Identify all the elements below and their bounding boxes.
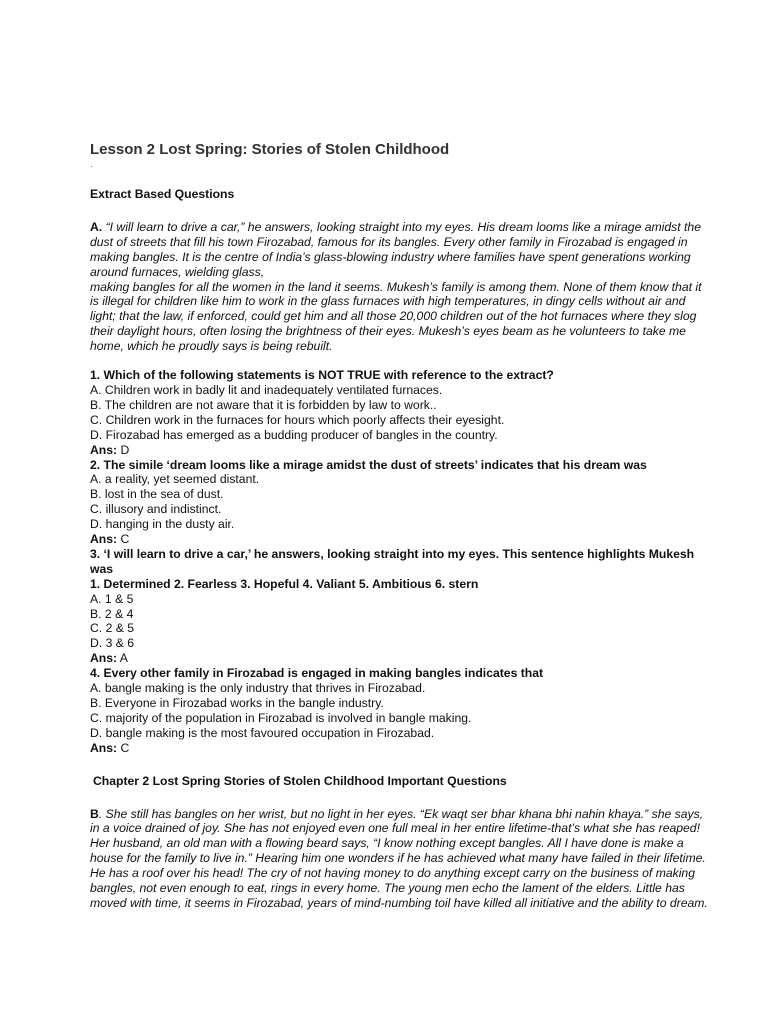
option: C. majority of the population in Firozabad is involved in bangle making. [90, 710, 472, 725]
answer [90, 651, 708, 666]
option: D. Firozabad has emerged as a budding producer of bangles in the country. [90, 427, 498, 442]
option: D. hanging in the dusty air. [90, 517, 235, 532]
passage-a-line [90, 220, 708, 280]
answer-label: Ans: [90, 740, 118, 755]
passage-a-label: A. [90, 219, 103, 234]
answer-value: A [117, 651, 128, 666]
question-4 [90, 666, 708, 755]
passage-a-text-1: “I will learn to drive a car,” he answers, looking straight into my eyes. His dream looms like a mirage amidst the dust of streets that fill his town Firozabad, famous for its bangles. Every other family in Firozabad is engaged in making bangles. It is the centre of India’s glass-blowing industry where families have spent generations working around furnaces, wielding glass, [90, 219, 701, 279]
question-text: 3. ‘I will learn to drive a car,’ he answers, looking straight into my eyes. This sentence highlights Mukesh was [90, 546, 695, 576]
answer-label: Ans: [90, 442, 118, 457]
answer-value: C [117, 532, 130, 547]
option: C. Children work in the furnaces for hours which poorly affects their eyesight. [90, 412, 505, 427]
answer [90, 532, 708, 547]
title-dot: . [90, 159, 93, 169]
passage-b [90, 807, 708, 911]
question-1 [90, 368, 708, 457]
chapter-heading: Chapter 2 Lost Spring Stories of Stolen Childhood Important Questions [93, 773, 507, 788]
option: D. 3 & 6 [90, 636, 135, 651]
extract-heading: Extract Based Questions [90, 187, 235, 201]
question-3 [90, 547, 708, 666]
option: A. bangle making is the only industry that thrives in Firozabad. [90, 681, 426, 696]
page-title: Lesson 2 Lost Spring: Stories of Stolen Childhood [90, 141, 450, 158]
answer-label: Ans: [90, 532, 118, 547]
answer [90, 741, 708, 756]
answer-label: Ans: [90, 651, 118, 666]
questions-list [90, 368, 708, 756]
answer-value: D [117, 442, 130, 457]
option: D. bangle making is the most favoured occupation in Firozabad. [90, 725, 435, 740]
question-text: 4. Every other family in Firozabad is engaged in making bangles indicates that [90, 666, 544, 681]
answer-value: C [117, 740, 130, 755]
question-choices-list: 1. Determined 2. Fearless 3. Hopeful 4. Valiant 5. Ambitious 6. stern [90, 576, 479, 591]
passage-b-text: . She still has bangles on her wrist, but no light in her eyes. “Ek waqt ser bhar khana bhi nahin khaya.” she says, in a voice drained of joy. She has not enjoyed even one full meal in her entire lifetime-that’s what she has reaped! Her husband, an old man with a flowing beard says, “I know nothing except bangles. All I have done is make a house for the family to live in.” Hearing him one wonders if he has achieved what many have failed in their lifetime. He has a roof over his head! The cry of not having money to do anything except carry on the business of making bangles, not even enough to eat, rings in every home. The young men echo the lament of the elders. Little has moved with time, it seems in Firozabad, years of mind-numbing toil have killed all initiative and the ability to dream. [90, 806, 708, 910]
question-2 [90, 458, 708, 547]
option: A. 1 & 5 [90, 591, 134, 606]
option: B. lost in the sea of dust. [90, 487, 224, 502]
passage-a [90, 220, 708, 354]
question-text: 1. Which of the following statements is NOT TRUE with reference to the extract? [90, 368, 554, 383]
option: A. Children work in badly lit and inadequately ventilated furnaces. [90, 382, 443, 397]
answer [90, 443, 708, 458]
option: B. The children are not aware that it is forbidden by law to work.. [90, 397, 437, 412]
question-text: 2. The simile ‘dream looms like a mirage amidst the dust of streets’ indicates that his dream was [90, 457, 647, 472]
option: B. 2 & 4 [90, 606, 134, 621]
passage-a-text-2: making bangles for all the women in the land it seems. Mukesh’s family is among them. None of them know that it is illegal for children like him to work in the glass furnaces with high temperatures, in dingy cells without air and light; that the law, if enforced, could get him and all those 20,000 children out of the hot furnaces where they slog their daylight hours, often losing the brightness of their eyes. Mukesh’s eyes beam as he volunteers to take me home, which he proudly says is being rebuilt. [90, 279, 702, 354]
option: C. illusory and indistinct. [90, 502, 222, 517]
option: B. Everyone in Firozabad works in the bangle industry. [90, 696, 384, 710]
option: A. a reality, yet seemed distant. [90, 472, 260, 487]
passage-b-label: B [90, 806, 99, 821]
option: C. 2 & 5 [90, 621, 135, 636]
